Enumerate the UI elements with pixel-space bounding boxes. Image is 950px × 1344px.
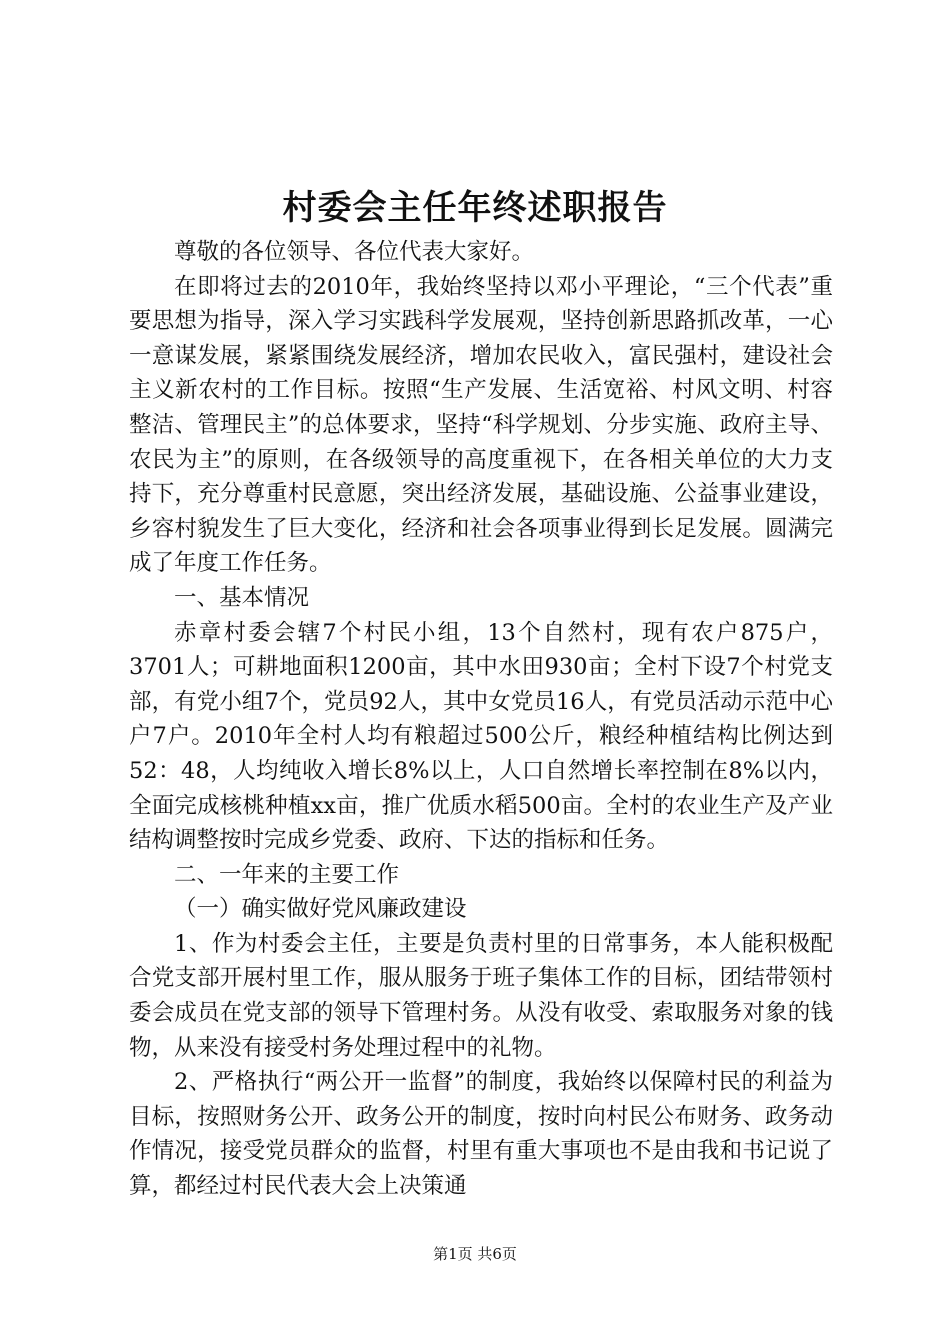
subsection-heading-party-conduct: （一）确实做好党风廉政建设	[174, 896, 467, 923]
page-number-footer: 第1页 共6页	[433, 1245, 517, 1263]
paragraph-item-1: 1、作为村委会主任，主要是负责村里的日常事务，本人能积极配合党支部开展村里工作，服从服务于班子集体工作的目标，团结带领村委会成员在党支部的领导下管理村务。从没有收受、索取服务对象的钱物，从来没有接受村务处理过程中的礼物。	[129, 930, 833, 1061]
document-body	[129, 235, 833, 1204]
paragraph-intro: 在即将过去的2010年，我始终坚持以邓小平理论，“三个代表”重要思想为指导，深入学习实践科学发展观，坚持创新思路抓改革，一心一意谋发展，紧紧围绕发展经济，增加农民收入，富民强村，建设社会主义新农村的工作目标。按照“生产发展、生活宽裕、村风文明、村容整洁、管理民主”的总体要求，坚持“科学规划、分步实施、政府主导、农民为主”的原则，在各级领导的高度重视下，在各相关单位的大力支持下，充分尊重村民意愿，突出经济发展，基础设施、公益事业建设，乡容村貌发生了巨大变化，经济和社会各项事业得到长足发展。圆满完成了年度工作任务。	[129, 273, 833, 577]
paragraph-greeting: 尊敬的各位领导、各位代表大家好。	[174, 239, 535, 265]
paragraph-basic-situation: 赤章村委会辖7个村民小组，13个自然村，现有农户875户，3701人；可耕地面积1200亩，其中水田930亩；全村下设7个村党支部，有党小组7个，党员92人，其中女党员16人，有党员活动示范中心户7户。2010年全村人均有粮超过500公斤，粮经种植结构比例达到52：48，人均纯收入增长8%以上，人口自然增长率控制在8%以内，全面完成核桃种植xx亩，推广优质水稻500亩。全村的农业生产及产业结构调整按时完成乡党委、政府、下达的指标和任务。	[129, 619, 833, 854]
section-heading-main-work: 二、一年来的主要工作	[174, 861, 400, 888]
document-title: 村委会主任年终述职报告	[282, 188, 668, 228]
section-heading-basic-situation: 一、基本情况	[174, 584, 310, 611]
paragraph-item-2: 2、严格执行“两公开一监督”的制度，我始终以保障村民的利益为目标，按照财务公开、政务公开的制度，按时向村民公布财务、政务动作情况，接受党员群众的监督，村里有重大事项也不是由我和书记说了算，都经过村民代表大会上决策通	[129, 1069, 833, 1200]
